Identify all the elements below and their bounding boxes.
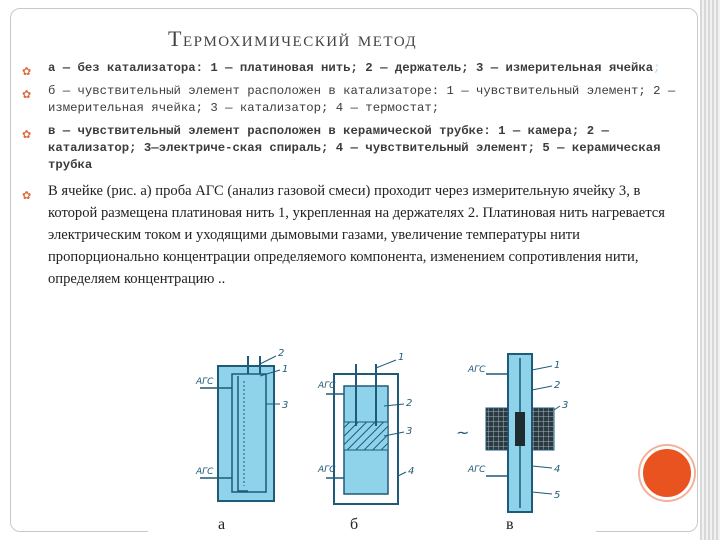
bullet-trailing: ; xyxy=(653,61,661,75)
bullet-explanation xyxy=(22,180,690,290)
panel-c-diagram xyxy=(456,354,568,512)
bullet-text: а — без катализатора: 1 — платиновая нить; 2 — держатель; 3 — измерительная ячейка xyxy=(48,61,654,75)
bullet-marker-icon: ✿ xyxy=(22,189,32,202)
bullet-marker-icon: ✿ xyxy=(22,88,32,101)
gas-label-a-out: АГС xyxy=(196,467,214,477)
panel-c-number: 2 xyxy=(554,380,561,391)
decorative-orange-circle xyxy=(640,446,694,500)
panel-b-number: 2 xyxy=(406,398,413,409)
bullet-marker-icon: ✿ xyxy=(22,65,32,78)
gas-label-c-out: АГС xyxy=(468,465,486,475)
bullet-marker-icon: ✿ xyxy=(22,128,32,141)
right-decor-stripe xyxy=(700,0,720,540)
slide-title: Термохимический метод xyxy=(168,26,418,51)
panel-c-number: 4 xyxy=(554,464,561,475)
gas-label-b-in: АГС xyxy=(318,381,336,391)
cell-diagram-svg xyxy=(148,326,596,540)
bullet-text: б — чувствительный элемент расположен в катализаторе: 1 — чувствительный элемент; 2 — измерительная ячейка; 3 — катализатор; 4 — термостат; xyxy=(48,84,676,115)
panel-b-diagram xyxy=(317,352,414,504)
gas-label-c-in: АГС xyxy=(468,365,486,375)
panel-a-number: 1 xyxy=(282,364,289,375)
bullet-b-description xyxy=(22,83,690,117)
panel-b-number: 1 xyxy=(398,352,405,363)
panel-c-number: 3 xyxy=(562,400,569,411)
panel-a-number: 2 xyxy=(278,348,285,359)
ac-source-symbol: ~ xyxy=(456,423,470,442)
panel-c-number: 5 xyxy=(554,490,561,501)
bullet-a-description xyxy=(22,60,690,77)
panel-c-number: 1 xyxy=(554,360,561,371)
panel-a-label: а xyxy=(218,516,226,533)
bullet-c-description xyxy=(22,123,690,174)
bullet-text: В ячейке (рис. а) проба АГС (анализ газовой смеси) проходит через измерительную ячейку 3, в которой размещена платиновая нить 1, укрепленная на держателях 2. Платиновая нить нагревается электрическим током и уходящими дымовыми газами, увеличение температуры нити пропорционально концентрации определяемого компонента, изменением сопротивления нити, определяем концентрацию .. xyxy=(48,183,665,287)
bullet-text: в — чувствительный элемент расположен в керамической трубке: 1 — камера; 2 — катализатор; 3—электриче-ская спираль; 4 — чувствительный элемент; 5 — керамическая трубка xyxy=(48,124,661,172)
panel-a-number: 3 xyxy=(282,400,289,411)
cell-diagram-figure xyxy=(148,326,596,540)
gas-label-b-out: АГС xyxy=(318,465,336,475)
panel-b-label: б xyxy=(350,516,359,533)
panel-b-number: 4 xyxy=(408,466,415,477)
panel-c-label: в xyxy=(506,516,514,533)
bullet-list xyxy=(22,60,690,290)
panel-a-diagram xyxy=(195,348,288,501)
gas-label-a-in: АГС xyxy=(196,377,214,387)
panel-b-number: 3 xyxy=(406,426,413,437)
